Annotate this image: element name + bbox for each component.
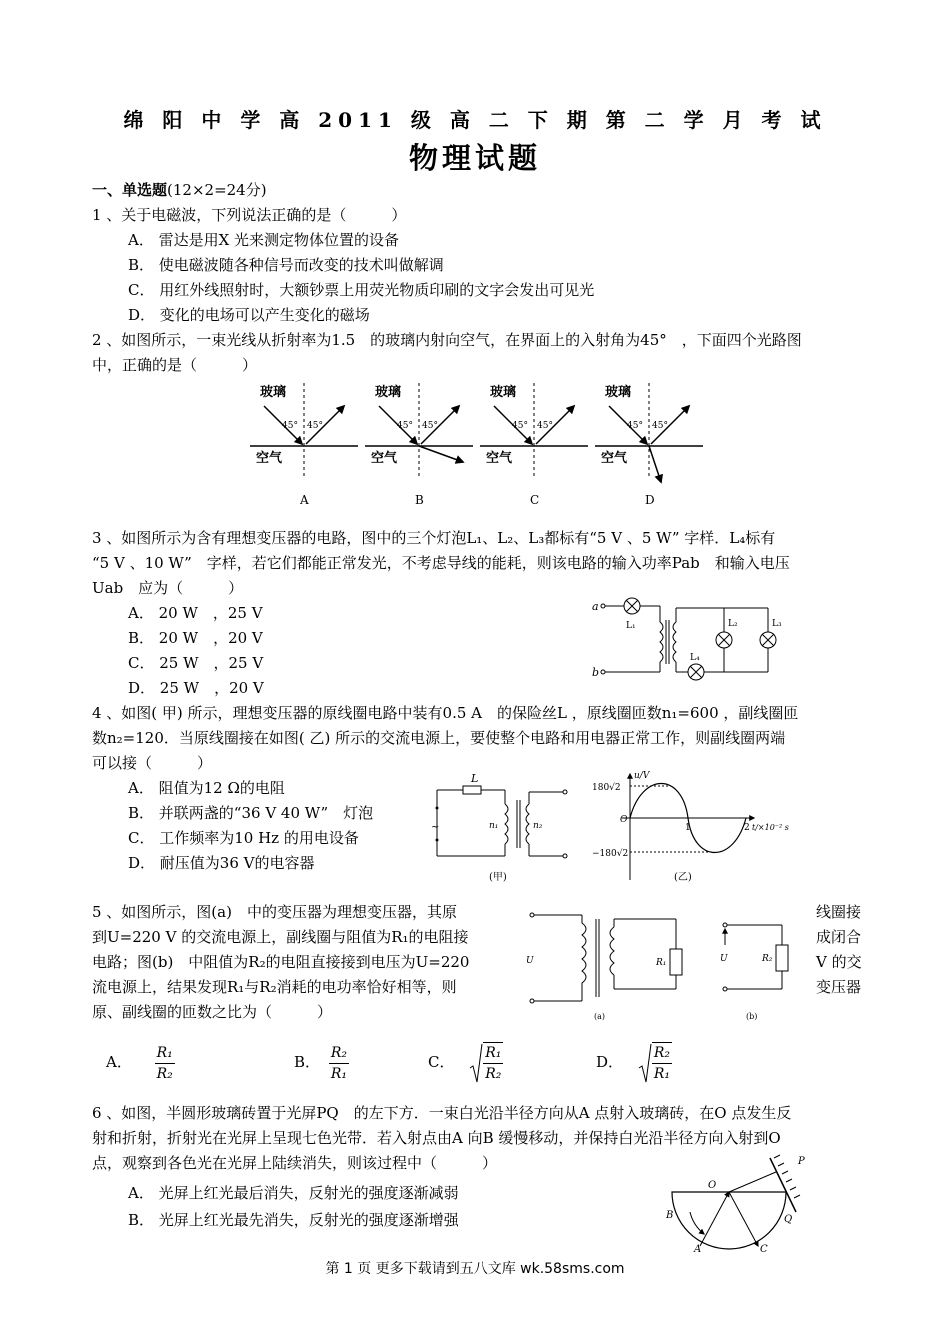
q2-panel-c: [480, 383, 588, 507]
q1-stem: 1 、关于电磁波，下列说法正确的是（ ）: [92, 206, 407, 224]
caption-a: (a): [594, 1012, 606, 1021]
caption-b: (b): [746, 1012, 758, 1021]
label-l3: L₃: [772, 619, 782, 629]
glass-label: 玻璃: [260, 385, 287, 400]
reflected-ray: [729, 1192, 758, 1246]
angle-label: 45°: [512, 421, 528, 431]
option-letter: A．: [106, 1053, 132, 1071]
q3-option-c: C． 25 W ，25 V: [128, 654, 264, 672]
incident-ray: [700, 1192, 729, 1246]
tick-1: 1: [685, 823, 691, 833]
q4-option-d: D． 耐压值为36 V的电容器: [128, 854, 315, 872]
page-footer: 第 1 页 更多下载请到五八文库 wk.58sms.com: [325, 1261, 625, 1277]
sqrt-symbol: [469, 1039, 483, 1087]
section-points: (12×2=24分): [167, 181, 267, 199]
air-label: 空气: [256, 451, 283, 466]
angle-label: 45°: [537, 421, 553, 431]
angle-label: 45°: [307, 421, 323, 431]
label-p: P: [798, 1156, 805, 1167]
q4-stem-line3: 可以接（ ）: [92, 754, 213, 772]
screen-pq: [770, 1158, 796, 1212]
u-label-b: U: [720, 954, 728, 964]
paper-title: 物理试题: [408, 141, 541, 175]
q6-option-a: A． 光屏上红光最后消失，反射光的强度逐渐减弱: [128, 1184, 459, 1202]
q4-option-a: A． 阻值为12 Ω的电阻: [128, 779, 285, 797]
q2-stem-line2: 中，正确的是（ ）: [92, 356, 258, 374]
q3-option-b: B． 20 W ，20 V: [128, 629, 263, 647]
q3-stem-line3: Uab 应为（ ）: [92, 579, 244, 597]
q5-stem-left-2: 到U=220 V 的交流电源上，副线圈与阻值为R₁的电阻接: [92, 928, 469, 946]
q5-stem-right-1: 线圈接: [816, 903, 862, 921]
q5-option-c: [428, 1038, 503, 1086]
q4-option-c: C． 工作频率为10 Hz 的用电设备: [128, 829, 359, 847]
q4-figure-jia: [425, 770, 585, 886]
school-exam-title: 绵 阳 中 学 高 2011 级 高 二 下 期 第 二 学 月 考 试: [123, 108, 827, 132]
terminal-b: b: [592, 666, 600, 679]
q5-stem-left-5: 原、副线圈的匝数之比为（ ）: [92, 1003, 333, 1021]
label-l2: L₂: [728, 619, 738, 629]
q5-stem-right-2: 成闭合: [816, 928, 862, 946]
q1-option-c: C． 用红外线照射时，大额钞票上用荧光物质印刷的文字会发出可见光: [128, 281, 595, 299]
option-letter: B．: [294, 1053, 321, 1071]
q3-option-a: A． 20 W ，25 V: [128, 604, 263, 622]
u-axis-label: u/V: [634, 771, 650, 781]
q1-option-d: D． 变化的电场可以产生变化的磁场: [128, 306, 370, 324]
q4-option-b: B． 并联两盏的“36 V 40 W” 灯泡: [128, 804, 374, 822]
q6-stem-line1: 6 、如图，半圆形玻璃砖置于光屏PQ 的左下方．一束白光沿半径方向从A 点射入玻璃砖，在O 点发生反: [92, 1104, 792, 1122]
q1-option-a: A． 雷达是用X 光来测定物体位置的设备: [128, 231, 400, 249]
label-l1: L₁: [626, 621, 636, 631]
q4-stem-line1: 4 、如图( 甲) 所示，理想变压器的原线圈电路中装有0.5 A 的保险丝L ，原线圈匝数n₁=600 ，副线圈匝: [92, 704, 799, 722]
r1-label: R₁: [656, 958, 667, 968]
q5-option-b: [294, 1038, 349, 1086]
n1-label: n₁: [489, 821, 499, 831]
min-label: −180√2: [592, 849, 629, 859]
q1-option-b: B． 使电磁波随各种信号而改变的技术叫做解调: [128, 256, 444, 274]
terminal-a: a: [592, 600, 599, 613]
q5-transformer-figure: [520, 905, 810, 1025]
q2-light-path-figure: [250, 378, 710, 513]
q5-stem-left-1: 5 、如图所示，图(a) 中的变压器为理想变压器，其原: [92, 903, 457, 921]
label-o: O: [708, 1180, 717, 1191]
semicircle-glass: [672, 1192, 786, 1249]
air-label: 空气: [601, 451, 628, 466]
q6-option-b: B． 光屏上红光最先消失，反射光的强度逐渐增强: [128, 1211, 459, 1229]
section-heading-text: 一、单选题: [92, 181, 168, 199]
label-l4: L₄: [690, 653, 700, 663]
label-a: A: [694, 1244, 702, 1252]
angle-label: 45°: [652, 421, 668, 431]
q3-transformer-circuit: [588, 594, 788, 688]
q4-stem-line2: 数n₂=120．当原线圈接在如图( 乙) 所示的交流电源上，要使整个电路和用电器正常工作，则副线圈两端: [92, 729, 786, 747]
resistor-r1: [670, 949, 682, 975]
resistor-r2: [776, 945, 788, 971]
tick-2: 2: [744, 823, 750, 833]
n2-label: n₂: [533, 821, 543, 831]
angle-label: 45°: [627, 421, 643, 431]
air-label: 空气: [371, 451, 398, 466]
q2-panel-b: [365, 383, 473, 507]
q3-stem-line1: 3 、如图所示为含有理想变压器的电路，图中的三个灯泡L₁、L₂、L₃都标有“5 V 、5 W” 字样．L₄标有: [92, 529, 776, 547]
glass-label: 玻璃: [605, 385, 632, 400]
caption-jia: (甲): [489, 872, 507, 883]
refracted-ray: [729, 1172, 776, 1192]
fraction: $\frac{\text{R₂}}{\text{R₁}}$: [652, 1042, 672, 1084]
caption-yi: (乙): [674, 872, 692, 883]
fraction: $\frac{\text{R₂}}{\text{R₁}}$: [330, 1044, 347, 1082]
q2-panel-a: [250, 383, 358, 507]
panel-label-b: B: [415, 493, 424, 507]
q5-stem-left-3: 电路；图(b) 中阻值为R₂的电阻直接接到电压为U=220: [92, 953, 470, 971]
q2-panel-d: [595, 383, 703, 507]
label-q: Q: [784, 1214, 793, 1225]
q3-stem-line2: “5 V 、10 W” 字样，若它们都能正常发光，不考虑导线的能耗，则该电路的输入功率Pab 和输入电压: [92, 554, 790, 572]
max-label: 180√2: [592, 783, 621, 793]
t-axis-label: t/×10⁻² s: [752, 823, 789, 832]
q5-stem-right-4: 变压器: [816, 978, 862, 996]
u-label-a: U: [526, 956, 534, 966]
angle-label: 45°: [282, 421, 298, 431]
angle-label: 45°: [397, 421, 413, 431]
q6-stem-line3: 点，观察到各色光在光屏上陆续消失，则该过程中（ ）: [92, 1154, 498, 1172]
origin-label: O: [620, 815, 628, 825]
label-b: B: [666, 1210, 674, 1221]
label-c: C: [760, 1244, 768, 1252]
q3-option-d: D． 25 W ，20 V: [128, 679, 264, 697]
glass-label: 玻璃: [490, 385, 517, 400]
fuse: [463, 786, 481, 794]
angle-label: 45°: [422, 421, 438, 431]
sqrt-symbol: [638, 1039, 652, 1087]
r2-label: R₂: [762, 954, 773, 964]
fraction: $\frac{\text{R₁}}{\text{R₂}}$: [156, 1044, 173, 1082]
q6-stem-line2: 射和折射，折射光在光屏上呈现七色光带．若入射点由A 向B 缓慢移动，并保持白光沿半径方向入射到O: [92, 1129, 781, 1147]
fuse-label: L: [471, 772, 479, 785]
q6-semicircle-glass-figure: [660, 1152, 810, 1252]
q5-option-d: [596, 1038, 672, 1086]
section-heading: [92, 180, 267, 200]
q4-figure-yi-sine-graph: [592, 768, 792, 888]
option-letter: C．: [428, 1053, 455, 1071]
panel-label-d: D: [645, 493, 655, 507]
panel-label-c: C: [530, 493, 540, 507]
fraction: $\frac{\text{R₁}}{\text{R₂}}$: [483, 1042, 503, 1084]
air-label: 空气: [486, 451, 513, 466]
option-letter: D．: [596, 1053, 624, 1071]
panel-label-a: A: [300, 493, 309, 507]
q5-option-a: [106, 1038, 175, 1086]
q2-stem-line1: 2 、如图所示，一束光线从折射率为1.5 的玻璃内射向空气，在界面上的入射角为45° ，下面四个光路图: [92, 331, 802, 349]
q5-stem-left-4: 流电源上，结果发现R₁与R₂消耗的电功率恰好相等，则: [92, 978, 457, 996]
svg-text:~: ~: [431, 822, 440, 833]
q5-stem-right-3: V 的交: [816, 953, 862, 971]
glass-label: 玻璃: [375, 385, 402, 400]
